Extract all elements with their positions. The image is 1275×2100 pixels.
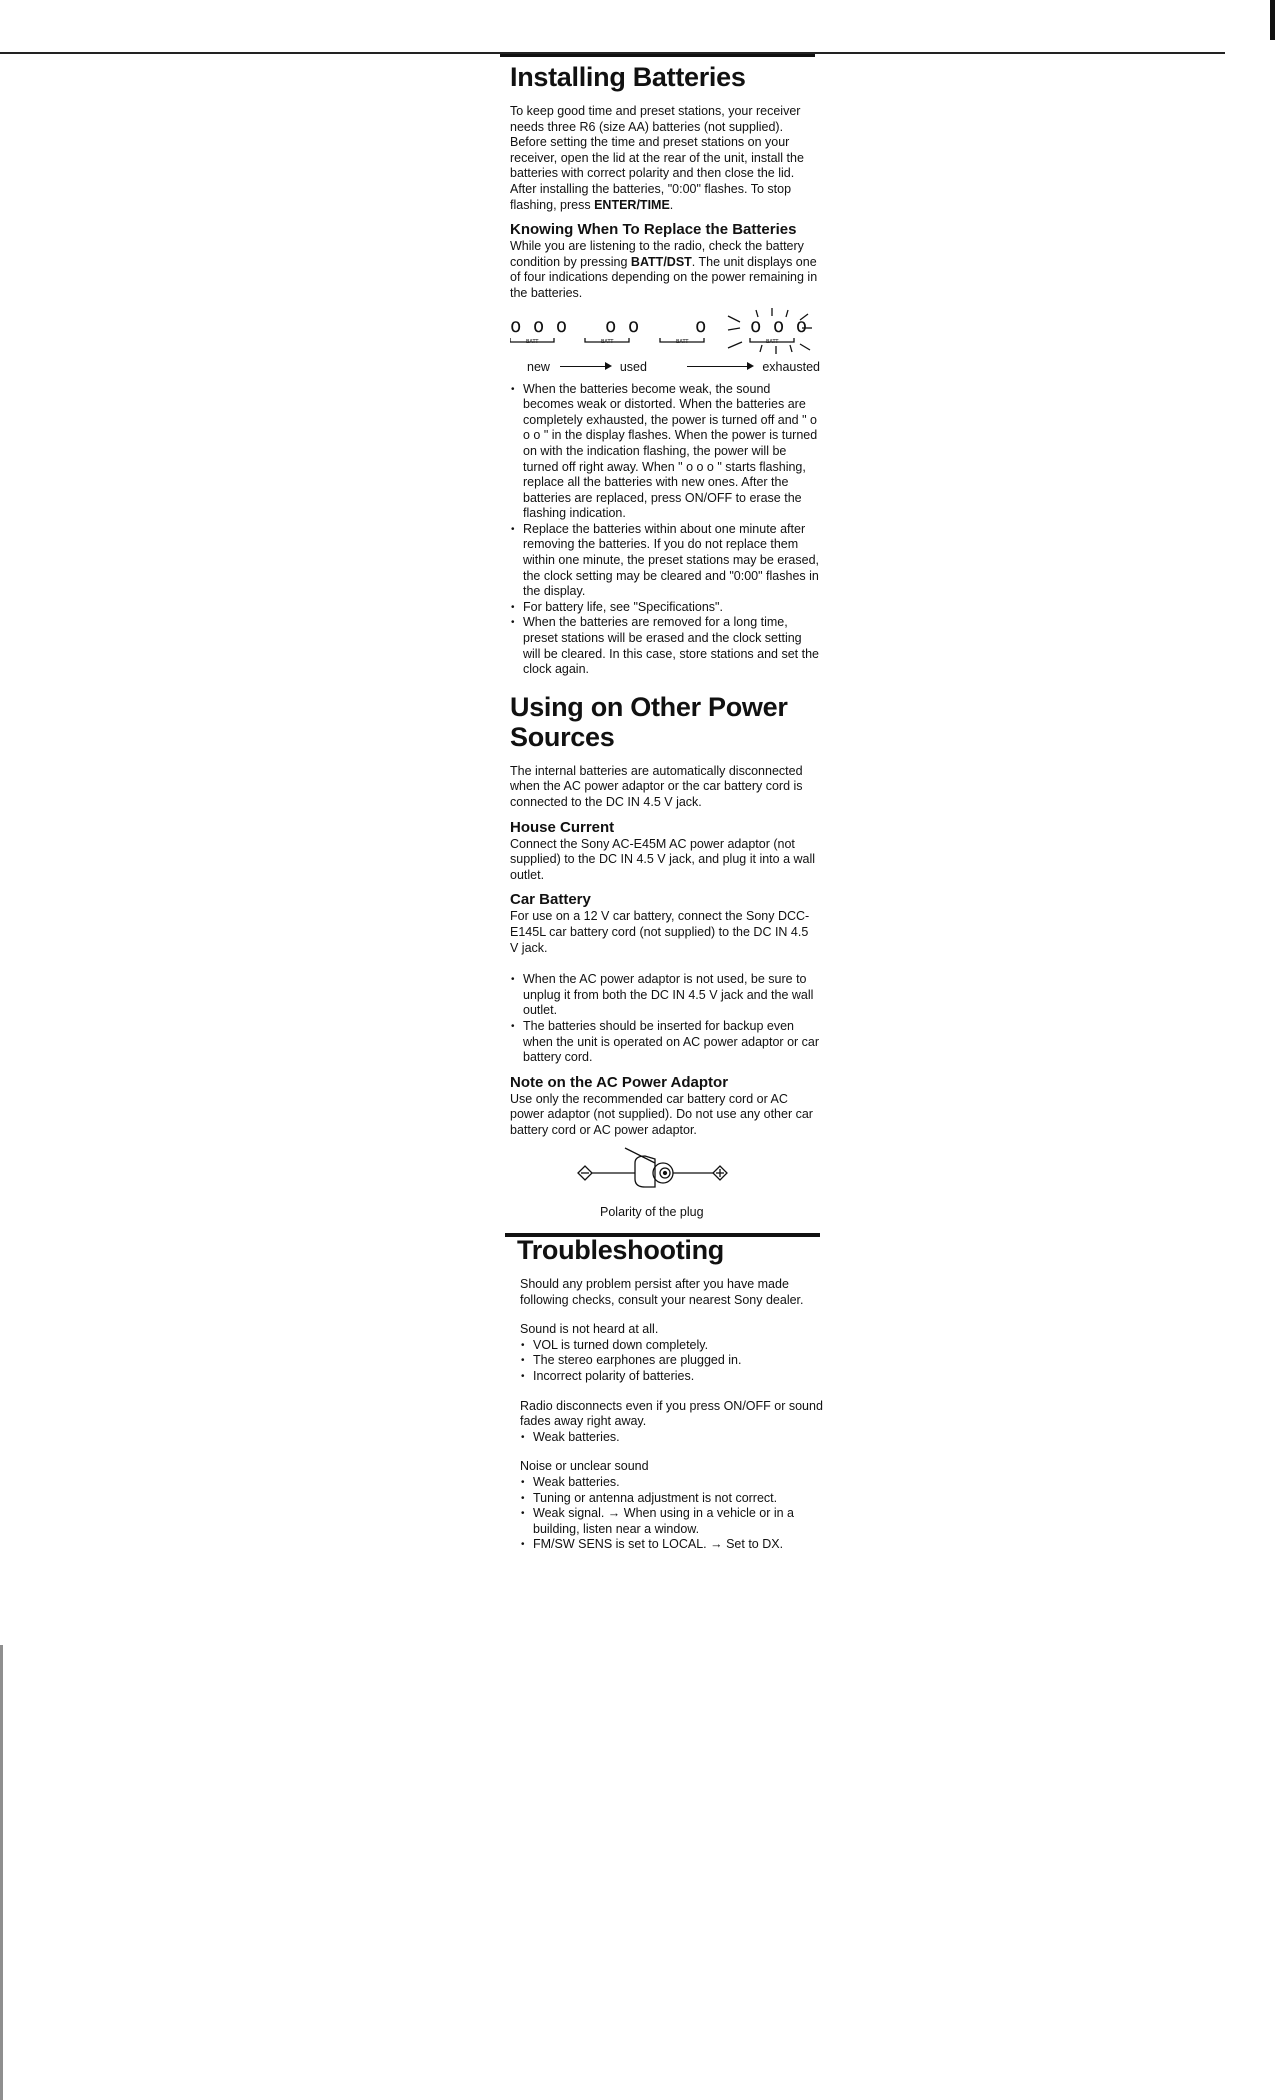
list-item: • VOL is turned down completely. bbox=[520, 1338, 830, 1354]
svg-text:BATT: BATT bbox=[676, 338, 689, 345]
list-item: • When the batteries are removed for a long time, preset stations will be erased and the clock setting will be cleared. In this case, store stations and set the clock again. bbox=[510, 615, 820, 677]
indicator-low: o bbox=[695, 314, 707, 337]
power-intro: The internal batteries are automatically disconnected when the AC power adaptor or the car battery cord is connected to the DC IN 4.5 V jack. bbox=[510, 763, 803, 809]
list-item: • Tuning or antenna adjustment is not correct. bbox=[520, 1491, 830, 1507]
replace-intro: While you are listening to the radio, check the battery condition by pressing BATT/DST. The unit displays one of four indications depending on the power remaining in the batteries. bbox=[510, 239, 818, 300]
battery-indicator-diagram bbox=[510, 308, 825, 358]
svg-text:BATT: BATT bbox=[601, 338, 614, 345]
cause-list bbox=[520, 1338, 830, 1385]
indicator-full: o o o bbox=[510, 314, 568, 337]
header-rule bbox=[500, 54, 815, 57]
subsection-title-ac-note: Note on the AC Power Adaptor bbox=[510, 1073, 729, 1091]
indicator-exhausted: o o o bbox=[750, 314, 808, 337]
subsection-title-replace-batteries: Knowing When To Replace the Batteries bbox=[510, 221, 797, 239]
house-text: Connect the Sony AC-E45M AC power adaptor (not supplied) to the DC IN 4.5 V jack, and plug it into a wall outlet. bbox=[510, 836, 816, 882]
list-item: • The stereo earphones are plugged in. bbox=[520, 1353, 830, 1369]
installing-intro: To keep good time and preset stations, your receiver needs three R6 (size AA) batteries (not supplied). Before setting the time and preset stations on your receiver, open the lid at the rear of the unit, install the batteries with correct polarity and then close the lid. After installing the batteries, "0:00" flashes. To stop flashing, press ENTER/TIME. bbox=[510, 104, 804, 212]
battery-legend bbox=[527, 360, 820, 374]
edge-mark bbox=[1270, 0, 1275, 40]
legend-used: used bbox=[619, 359, 647, 374]
arrow-icon bbox=[687, 366, 752, 367]
list-item: • FM/SW SENS is set to LOCAL. → Set to DX. bbox=[520, 1537, 830, 1553]
battery-notes bbox=[510, 382, 820, 678]
plug-polarity-figure bbox=[505, 1143, 820, 1203]
list-item: • Incorrect polarity of batteries. bbox=[520, 1369, 830, 1385]
symptom: Radio disconnects even if you press ON/OFF or sound fades away right away. bbox=[520, 1398, 823, 1429]
section-title-troubleshooting: Troubleshooting bbox=[517, 1235, 724, 1265]
cause-list bbox=[520, 1430, 830, 1446]
car-text: For use on a 12 V car battery, connect the Sony DCC-E145L car battery cord (not supplied) to the DC IN 4.5 V jack. bbox=[510, 909, 810, 955]
symptom: Noise or unclear sound bbox=[520, 1459, 649, 1474]
list-item: • Weak signal. → When using in a vehicle or in a building, listen near a window. bbox=[520, 1506, 830, 1537]
list-item: • Weak batteries. bbox=[520, 1475, 830, 1491]
list-item: • When the AC power adaptor is not used, be sure to unplug it from both the DC IN 4.5 V jack and the wall outlet. bbox=[510, 972, 820, 1019]
edge-mark-left bbox=[0, 1645, 3, 2100]
legend-exhausted: exhausted bbox=[762, 359, 820, 374]
plug-polarity-icon bbox=[505, 1143, 820, 1203]
legend-new: new bbox=[527, 359, 550, 374]
subsection-title-car-battery: Car Battery bbox=[510, 891, 591, 909]
list-item: • When the batteries become weak, the sound becomes weak or distorted. When the batteries are completely exhausted, the power is turned off and " o o o " in the display flashes. When the power is turned on with the indication flashing, the power will be turned off right away. When " o o o " starts flashing, replace all the batteries with new ones. After the batteries are replaced, press ON/OFF to erase the flashing indication. bbox=[510, 382, 820, 522]
svg-text:BATT: BATT bbox=[526, 338, 539, 345]
symptom: Sound is not heard at all. bbox=[520, 1322, 659, 1337]
svg-text:BATT: BATT bbox=[766, 338, 779, 345]
indicator-used: o o bbox=[605, 314, 640, 337]
power-notes bbox=[510, 972, 820, 1066]
troubleshooting-column bbox=[515, 1235, 830, 1553]
section-title-installing-batteries: Installing Batteries bbox=[510, 62, 746, 92]
list-item: • Replace the batteries within about one minute after removing the batteries. If you do not replace them within one minute, the preset stations may be erased, the clock setting may be cleared and "0:00" flashes in the display. bbox=[510, 522, 820, 600]
list-item: • For battery life, see "Specifications". bbox=[510, 600, 820, 616]
cause-list bbox=[520, 1475, 830, 1553]
list-item: • The batteries should be inserted for backup even when the unit is operated on AC power adaptor or car battery cord. bbox=[510, 1019, 820, 1066]
battery-indicator-figure bbox=[510, 308, 820, 358]
note-text: Use only the recommended car battery cord or AC power adaptor (not supplied). Do not use any other car battery cord or AC power adaptor. bbox=[510, 1091, 813, 1137]
plug-caption: Polarity of the plug bbox=[600, 1204, 704, 1219]
subsection-title-house-current: House Current bbox=[510, 818, 615, 836]
arrow-icon bbox=[560, 366, 610, 367]
manual-column bbox=[505, 62, 820, 1245]
list-item: • Weak batteries. bbox=[520, 1430, 830, 1446]
troubleshooting-intro: Should any problem persist after you have made following checks, consult your nearest Sony dealer. bbox=[520, 1277, 804, 1307]
section-title-other-power: Using on Other Power Sources bbox=[510, 691, 788, 752]
